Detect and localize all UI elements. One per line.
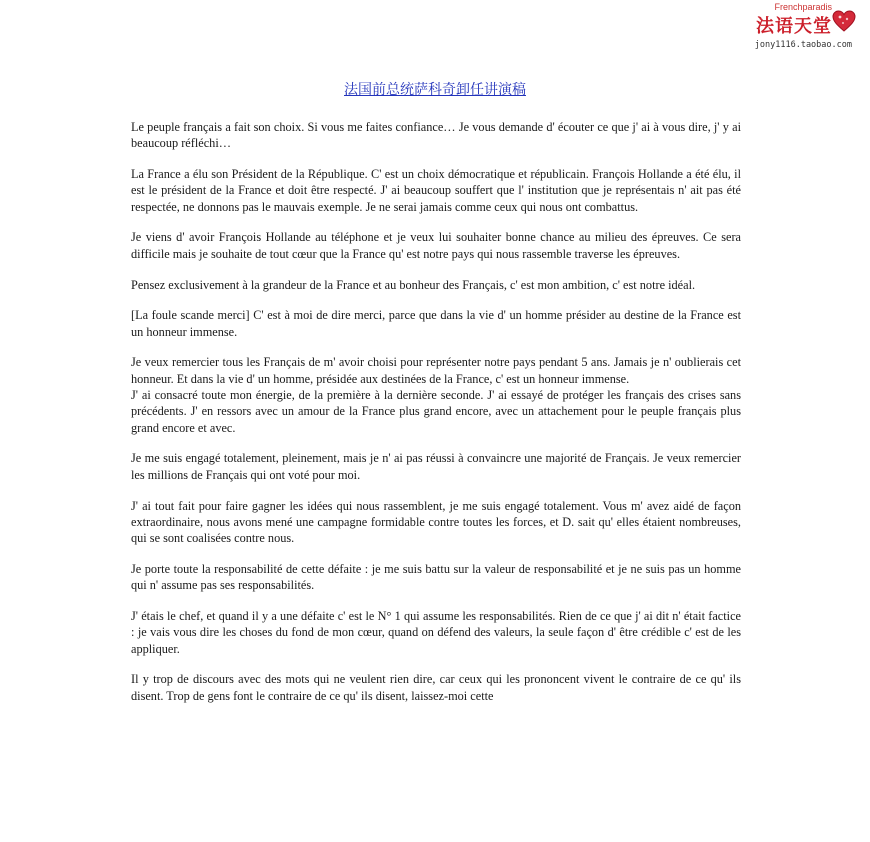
paragraph: Je porte toute la responsabilité de cette défaite : je me suis battu sur la valeur de responsabilité et je ne suis pas un homme qui n' assume pas ses responsabilités. — [131, 561, 741, 593]
paragraph: Le peuple français a fait son choix. Si vous me faites confiance… Je vous demande d' écouter ce que j' ai à vous dire, j' y ai beaucoup réfléchi… — [131, 120, 741, 151]
heart-icon — [832, 10, 856, 32]
brand-small-text: Frenchparadis — [774, 2, 832, 12]
document-title: 法国前总统萨科奇卸任讲演稿 — [344, 82, 526, 98]
document-body — [131, 119, 741, 719]
site-url: jony1116.taobao.com — [754, 40, 852, 50]
paragraph: J' ai consacré toute mon énergie, de la première à la dernière seconde. J' ai essayé de protéger les français des crises sans précédents. J' en ressors avec un amour de la France plus grand encore, avec un attachement pour le peuple français plus grand encore et avec. — [131, 388, 741, 435]
paragraph: Pensez exclusivement à la grandeur de la France et au bonheur des Français, c' est mon ambition, c' est notre idéal. — [131, 277, 696, 292]
paragraph: Il y trop de discours avec des mots qui ne veulent rien dire, car ceux qui les prononcent vivent le contraire de ce qu' ils disent. Trop de gens font le contraire de ce qu' ils disent, laissez-moi cette — [131, 672, 741, 703]
brand-main-text: 法语天堂 — [756, 16, 832, 37]
paragraph: J' ai tout fait pour faire gagner les idées qui nous rassemblent, je me suis engagé totalement. Vous m' avez aidé de façon extraordinaire, nous avons mené une campagne formidable contre toutes les forces, et D. sait qu' elles étaient nombreuses, qui se sont coalisées contre nous. — [131, 498, 741, 546]
paragraph: Je viens d' avoir François Hollande au téléphone et je veux lui souhaiter bonne chance au milieu des épreuves. Ce sera difficile mais je souhaite de tout cœur que la France qu' est notre pays qui nous rassemble traverse les épreuves. — [131, 230, 741, 261]
paragraph: Je veux remercier tous les Français de m' avoir choisi pour représenter notre pays pendant 5 ans. Jamais je n' oublierais cet honneur. Et dans la vie d' un homme, présidée aux destinées de la France, c' est un honneur immense. — [131, 355, 741, 386]
paragraph: La France a élu son Président de la République. C' est un choix démocratique et républicain. François Hollande a été élu, il est le président de la France et doit être respecté. J' ai beaucoup souffert que l' institution que je représentais n' ait pas été respectée, ne donnons pas le mauvais exemple. Je ne serai jamais comme ceux qui nous ont combattus. — [131, 167, 741, 214]
paragraph: [La foule scande merci] C' est à moi de dire merci, parce que dans la vie d' un homme présider au destine de la France est un honneur immense. — [131, 308, 741, 339]
paragraph: J' étais le chef, et quand il y a une défaite c' est le N° 1 qui assume les responsabilités. Rien de ce que j' ai dit n' était factice : je vais vous dire les choses du fond de mon cœur, quand on défend des valeurs, la seule façon d' être crédible c' est de les appliquer. — [131, 609, 741, 656]
brand-logo — [732, 2, 862, 50]
paragraph: Je me suis engagé totalement, pleinement, mais je n' ai pas réussi à convaincre une majorité de Français. Je veux remercier les millions de Français qui ont voté pour moi. — [131, 451, 741, 482]
